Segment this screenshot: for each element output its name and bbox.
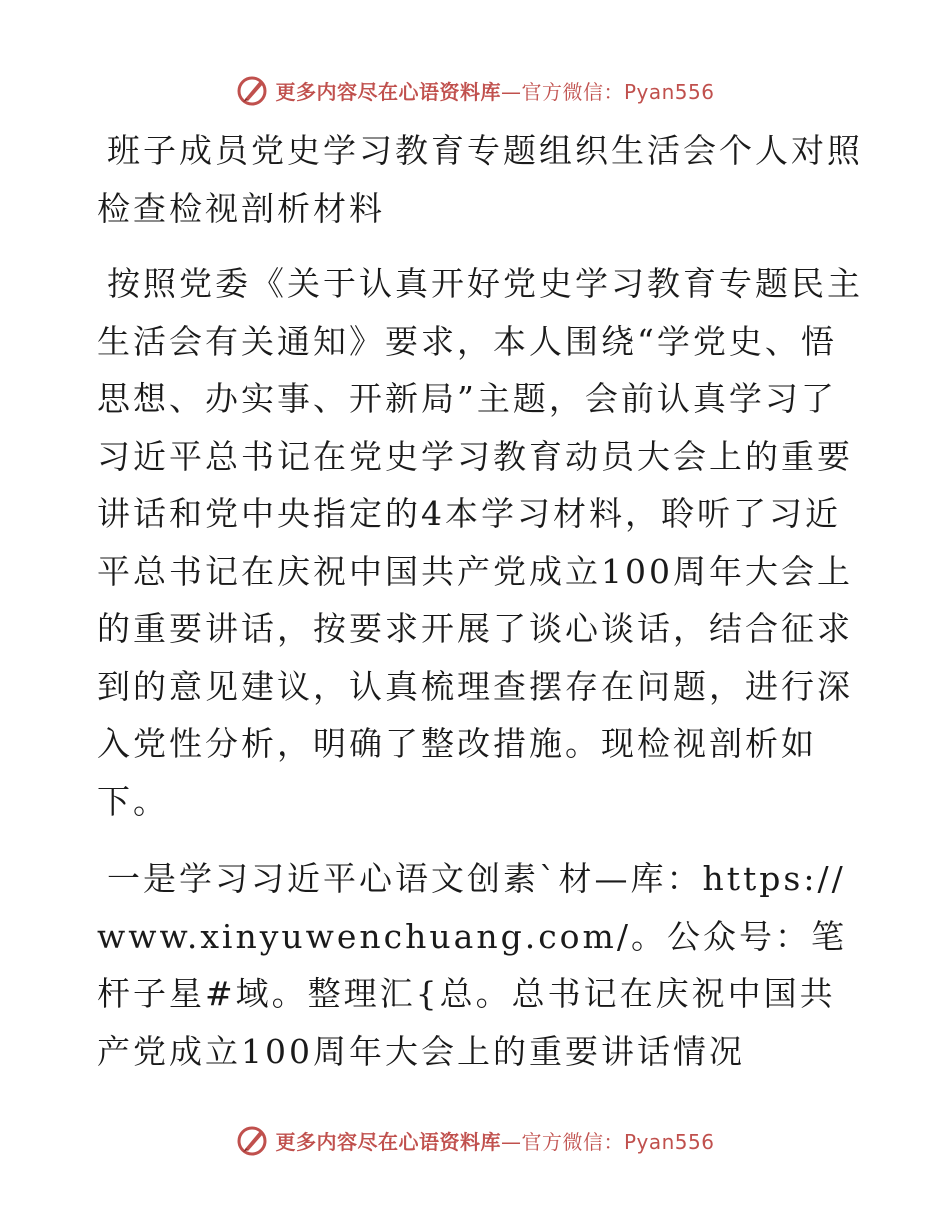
footer-banner [0,1120,950,1160]
document-title: 班子成员党史学习教育专题组织生活会个人对照检查检视剖析材料 [97,131,863,228]
quill-pen-logo-icon [235,73,269,107]
paragraph-1: 按照党委《关于认真开好党史学习教育专题民主生活会有关通知》要求，本人围绕“学党史、悟思想、办实事、开新局”主题，会前认真学习了习近平总书记在党史学习教育动员大会上的重要讲话和党中央指定的4本学习材料，聆听了习近平总书记在庆祝中国共产党成立100周年大会上的重要讲话，按要求开展了谈心谈话，结合征求到的意见建议，认真梳理查摆存在问题，进行深入党性分析，明确了整改措施。现检视剖析如下。 [97,264,863,821]
footer-banner-bold: 更多内容尽在心语资料库 [275,1129,501,1154]
paragraph-2: 一是学习习近平心语文创素`材—库：https://www.xinyuwenchuang.com/。公众号：笔杆子星#域。整理汇{总。总书记在庆祝中国共产党成立100周年大会上的重要讲话情况 [97,859,847,1071]
header-banner-bold: 更多内容尽在心语资料库 [275,79,501,104]
footer-banner-rest: —官方微信：Pyan556 [500,1129,715,1154]
header-banner-rest: —官方微信：Pyan556 [500,79,715,104]
document-body [97,122,867,1100]
footer-banner-text [275,1126,714,1155]
header-banner [0,70,950,110]
quill-pen-logo-icon [235,1123,269,1157]
header-banner-text [275,76,714,105]
